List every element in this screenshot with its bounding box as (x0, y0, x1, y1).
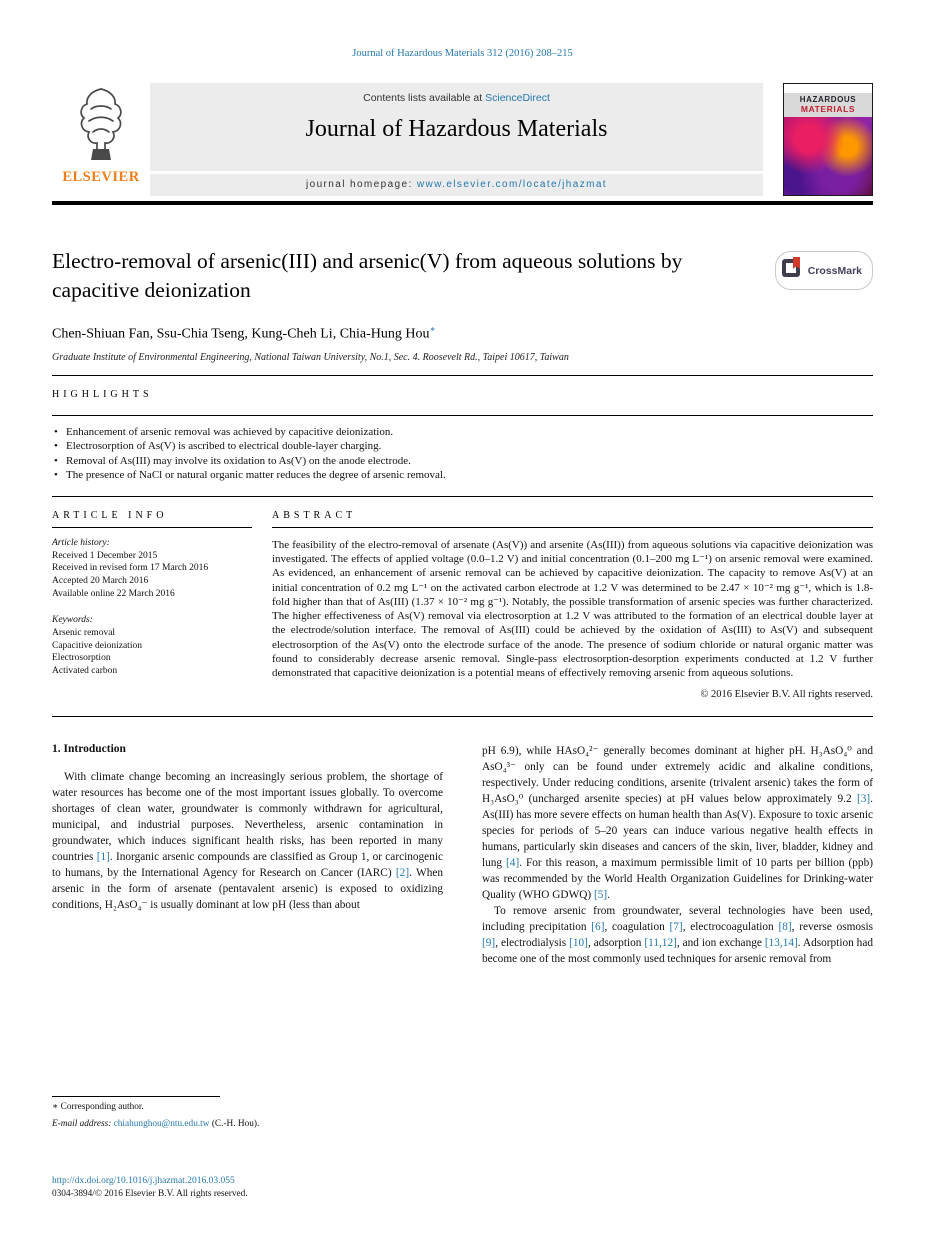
article-history-label: Article history: (52, 537, 110, 548)
highlight-item: • Electrosorption of As(V) is ascribed to electrical double-layer charging. (54, 439, 873, 454)
info-abstract-section (52, 510, 873, 700)
email-line (52, 1118, 452, 1131)
highlight-item: • Removal of As(III) may involve its oxidation to As(V) on the anode electrode. (54, 454, 873, 469)
highlights-list (54, 425, 873, 483)
title-row (52, 247, 873, 305)
divider-thick (52, 201, 873, 205)
article-info-heading: ARTICLE INFO (52, 509, 168, 521)
affiliation: Graduate Institute of Environmental Engineering, National Taiwan University, No.1, Sec. 4. Roosevelt Rd., Taipei 10617, Taiwan (52, 351, 569, 363)
body-text (52, 743, 873, 1005)
abstract-column (272, 510, 873, 700)
cover-top-strip (784, 84, 872, 93)
elsevier-tree-icon (73, 150, 129, 167)
footnote-divider (52, 1096, 220, 1097)
journal-cover-thumbnail[interactable] (783, 83, 873, 196)
cover-artwork (784, 117, 872, 195)
cover-title (784, 93, 872, 117)
abstract-copyright: © 2016 Elsevier B.V. All rights reserved. (700, 688, 873, 700)
keywords-list (52, 627, 252, 678)
contents-line (150, 83, 763, 104)
article-history-list (52, 550, 252, 601)
section-heading-introduction: 1. Introduction (52, 742, 126, 755)
history-line: Received in revised form 17 March 2016 (52, 563, 209, 574)
highlight-item: • The presence of NaCl or natural organic matter reduces the degree of arsenic removal. (54, 468, 873, 483)
cover-title-line1: HAZARDOUS (799, 95, 857, 104)
author-names: Chen-Shiuan Fan, Ssu-Chia Tseng, Kung-Cheh Li, Chia-Hung Hou (52, 326, 430, 342)
paper-page (52, 0, 873, 1005)
doi-line (52, 1176, 248, 1186)
divider (52, 415, 873, 416)
corresponding-author-note: ∗ Corresponding author. (52, 1102, 144, 1112)
cover-title-line2: MATERIALS (800, 104, 856, 114)
doi-link[interactable]: http://dx.doi.org/10.1016/j.jhazmat.2016.03.055 (52, 1176, 235, 1186)
body-column-right (482, 743, 873, 1005)
email-link[interactable]: chiahunghou@ntu.edu.tw (113, 1118, 210, 1129)
article-info-column (52, 510, 252, 700)
crossmark-badge[interactable] (775, 251, 873, 290)
article-title: Electro-removal of arsenic(III) and arsenic(V) from aqueous solutions by capacitive deionization (52, 249, 683, 303)
divider (52, 527, 252, 528)
issn-copyright-line: 0304-3894/© 2016 Elsevier B.V. All rights reserved. (52, 1189, 248, 1199)
keyword: Activated carbon (52, 666, 118, 677)
corresponding-author-mark[interactable]: ∗ (429, 324, 436, 335)
abstract-text: The feasibility of the electro-removal of arsenate (As(V)) and arsenite (As(III)) from aqueous solutions via capacitive deionization was investigated. The effects of applied voltage (0.0–1.2 V) and initial concentration (0.1–200 mg L⁻¹) on arsenic removal were examined. As evidenced, an enhancement of arsenic removal can be achieved by capacitive deionization. The capacity to remove As(V) at an initial concentration of 0.2 mg L⁻¹ on the activated carbon electrode at 1.2 V was determined to be 2.47 × 10⁻² mg g⁻¹, which is 1.8-fold higher than that of As(III) (1.37 × 10⁻² mg g⁻¹). Notably, the possible transformation of arsenic species was further characterized. The higher effectiveness of As(V) removal via electrosorption at 1.2 V was attributed to the formation of an electrical double layer at the electrode/solution interface. The removal of As(III) could be achieved by the oxidation of As(III) to As(V) and subsequent electrosorption of the As(V) onto the electrode surface of the anode. The presence of sodium chloride or natural organic matter was found to considerably decrease arsenic removal. Single-pass electrosorption-desorption experiments conducted at 1.2 V further demonstrated that capacitive deionization is a potential means of effectively removing arsenic from aqueous solutions. (272, 538, 873, 680)
history-line: Available online 22 March 2016 (52, 589, 175, 600)
journal-citation-bar (52, 0, 873, 59)
body-paragraph: To remove arsenic from groundwater, several technologies have been used, including precipitation [6], coagulation [7], electrocoagulation [8], reverse osmosis [9], electrodialysis [10], adsorption [11,12], and ion exchange [13,14]. Adsorption had become one of the most commonly used techniques for arsenic removal from (482, 904, 873, 965)
divider (272, 527, 873, 528)
homepage-label: journal homepage: (306, 179, 413, 190)
homepage-url-link[interactable]: www.elsevier.com/locate/jhazmat (416, 179, 607, 190)
elsevier-logo[interactable] (52, 83, 150, 196)
bottom-imprint (52, 1176, 248, 1199)
email-suffix: (C.-H. Hou). (211, 1118, 260, 1129)
keyword: Electrosorption (52, 653, 111, 664)
contents-prefix: Contents lists available at (363, 92, 483, 104)
body-paragraph: With climate change becoming an increasingly serious problem, the shortage of water resources has become one of the most important issues globally. To overcome shortages of clean water, groundwater is commonly withdrawn for agricultural, municipal, and industrial purposes. Nevertheless, arsenic contamination in groundwater, which induces significant health risks, has been reported in many countries [1]. Inorganic arsenic compounds are classified as Group 1, or carcinogenic to humans, by the International Agency for Research on Cancer (IARC) [2]. When arsenic in the form of arsenate (pentavalent arsenic) is exposed to oxidizing conditions, H₂AsO₄⁻ is usually dominant at low pH (less than about (52, 770, 444, 911)
keyword: Capacitive deionization (52, 640, 142, 651)
history-line: Received 1 December 2015 (52, 550, 158, 561)
divider (52, 375, 873, 376)
highlight-item: • Enhancement of arsenic removal was achieved by capacitive deionization. (54, 425, 873, 440)
elsevier-wordmark: ELSEVIER (62, 169, 140, 185)
crossmark-icon (782, 257, 802, 284)
body-column-left (52, 743, 443, 1005)
journal-masthead (150, 83, 763, 196)
journal-citation-link[interactable]: Journal of Hazardous Materials 312 (2016) 208–215 (352, 48, 573, 59)
keyword: Arsenic removal (52, 627, 116, 638)
homepage-line (150, 171, 763, 196)
divider (52, 716, 873, 717)
keywords-label: Keywords: (52, 614, 93, 625)
abstract-heading: ABSTRACT (272, 509, 357, 521)
email-label: E-mail address: (52, 1118, 112, 1129)
journal-title: Journal of Hazardous Materials (305, 116, 608, 142)
highlights-heading: HIGHLIGHTS (52, 388, 153, 400)
history-line: Accepted 20 March 2016 (52, 576, 149, 587)
body-paragraph: pH 6.9), while HAsO₄²⁻ generally becomes dominant at higher pH. H₃AsO₄⁰ and AsO₄³⁻ only can be found under extremely acidic and alkaline conditions, respectively. Under reducing conditions, arsenite (trivalent arsenic) takes the form of H₃AsO₃⁰ (uncharged arsenite species) at pH values below approximately 9.2 [3]. As(III) has more severe effects on human health than As(V). Exposure to toxic arsenic species for periods of 5–20 years can induce various negative health effects in humans, particularly skin diseases and cancers of the skin, liver, bladder, kidney and lung [4]. For this reason, a maximum permissible limit of 10 parts per billion (ppb) was recommended by the World Health Organization Guidelines for Drinking-water Quality (WHO GDWQ) [5]. (482, 744, 873, 901)
journal-header (52, 83, 873, 196)
authors-line (52, 324, 873, 343)
divider (52, 496, 873, 497)
sciencedirect-link[interactable]: ScienceDirect (485, 92, 550, 104)
footnote-block (52, 1096, 452, 1130)
crossmark-label: CrossMark (807, 264, 862, 277)
